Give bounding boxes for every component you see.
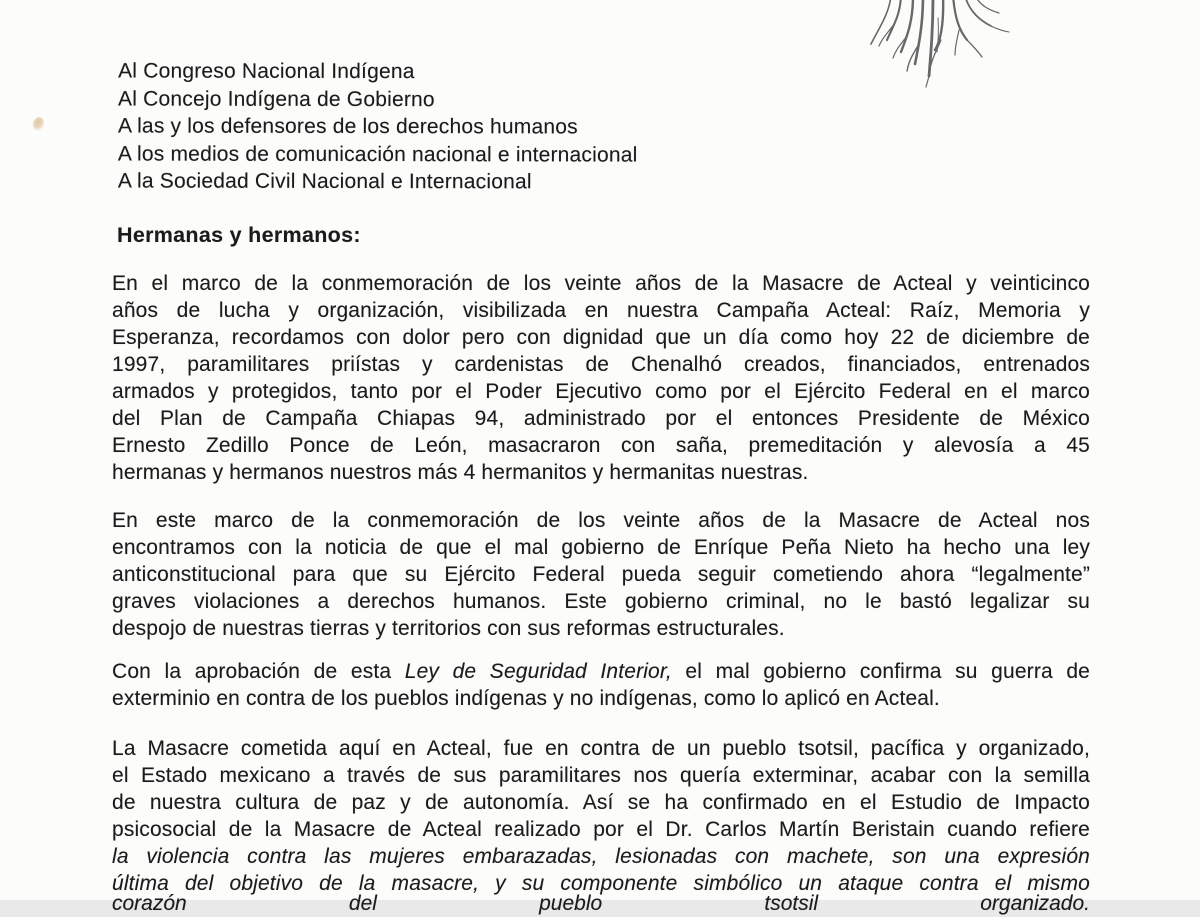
recipient-address-block	[118, 57, 638, 196]
text-line: 1997, paramilitares priístas y cardenistas de Chenalhó creados, financiados, entrenados	[112, 353, 1090, 376]
salutation: Hermanas y hermanos:	[117, 223, 361, 247]
text-segment: Con la aprobación de esta	[112, 660, 405, 683]
clipped-text-line: corazón del pueblo tsotsil organizado.	[112, 892, 1090, 915]
text-line: de nuestra cultura de paz y de autonomía. Así se ha confirmado en el Estudio de Impacto	[112, 791, 1090, 814]
text-line: el Estado mexicano a través de sus paramilitares nos quería exterminar, acabar con la semilla	[112, 764, 1090, 787]
text-line: En el marco de la conmemoración de los veinte años de la Masacre de Acteal y veinticinco	[112, 272, 1090, 295]
paragraph-1	[112, 270, 1090, 486]
recipient-line: Al Congreso Nacional Indígena	[118, 59, 415, 84]
text-line: Esperanza, recordamos con dolor pero con dignidad que un día como hoy 22 de diciembre de	[112, 326, 1090, 349]
text-line: graves violaciones a derechos humanos. Este gobierno criminal, no le bastó legalizar su	[112, 590, 1090, 613]
recipient-line: Al Concejo Indígena de Gobierno	[118, 86, 435, 111]
text-line: despojo de nuestras tierras y territorios con sus reformas estructurales.	[112, 617, 785, 640]
recipient-line: A las y los defensores de los derechos humanos	[117, 114, 578, 139]
paragraph-2	[112, 507, 1090, 642]
text-line: hermanas y hermanos nuestros más 4 hermanitos y hermanitas nuestras.	[112, 461, 809, 484]
text-line: exterminio en contra de los pueblos indígenas y no indígenas, como lo aplicó en Acteal.	[112, 687, 940, 710]
text-line: psicosocial de la Masacre de Acteal realizado por el Dr. Carlos Martín Beristain cuando refiere	[112, 818, 1090, 841]
text-line: del Plan de Campaña Chiapas 94, administrado por el entonces Presidente de México	[112, 407, 1090, 430]
text-line	[112, 658, 1090, 685]
paragraph-4	[112, 735, 1090, 897]
quote-line-italic: última del objetivo de la masacre, y su componente simbólico un ataque contra el mismo	[112, 872, 1090, 895]
text-line: Ernesto Zedillo Ponce de León, masacraron con saña, premeditación y alevosía a 45	[112, 434, 1090, 457]
quote-line-italic: la violencia contra las mujeres embarazadas, lesionadas con machete, son una expresión	[112, 845, 1090, 868]
recipient-line: A los medios de comunicación nacional e internacional	[117, 141, 638, 167]
tree-roots-icon	[862, 0, 1014, 90]
text-line: encontramos con la noticia de que el mal gobierno de Enríque Peña Nieto ha hecho una ley	[112, 536, 1090, 559]
text-line: anticonstitucional para que su Ejército Federal pueda seguir cometiendo ahora “legalmente”	[112, 563, 1090, 586]
paragraph-3	[112, 658, 1090, 712]
text-line: En este marco de la conmemoración de los veinte años de la Masacre de Acteal nos	[112, 509, 1090, 532]
text-line: años de lucha y organización, visibilizada en nuestra Campaña Acteal: Raíz, Memoria y	[112, 299, 1090, 322]
text-segment: el mal gobierno confirma su guerra de	[671, 660, 1090, 683]
paper-stain-mark	[31, 116, 46, 133]
text-line: La Masacre cometida aquí en Acteal, fue en contra de un pueblo tsotsil, pacífica y organizado,	[112, 737, 1090, 760]
recipient-line: A la Sociedad Civil Nacional e Internacional	[117, 169, 532, 194]
law-title-italic: Ley de Seguridad Interior,	[404, 660, 672, 683]
text-line: armados y protegidos, tanto por el Poder Ejecutivo como por el Ejército Federal en el marco	[112, 380, 1090, 403]
